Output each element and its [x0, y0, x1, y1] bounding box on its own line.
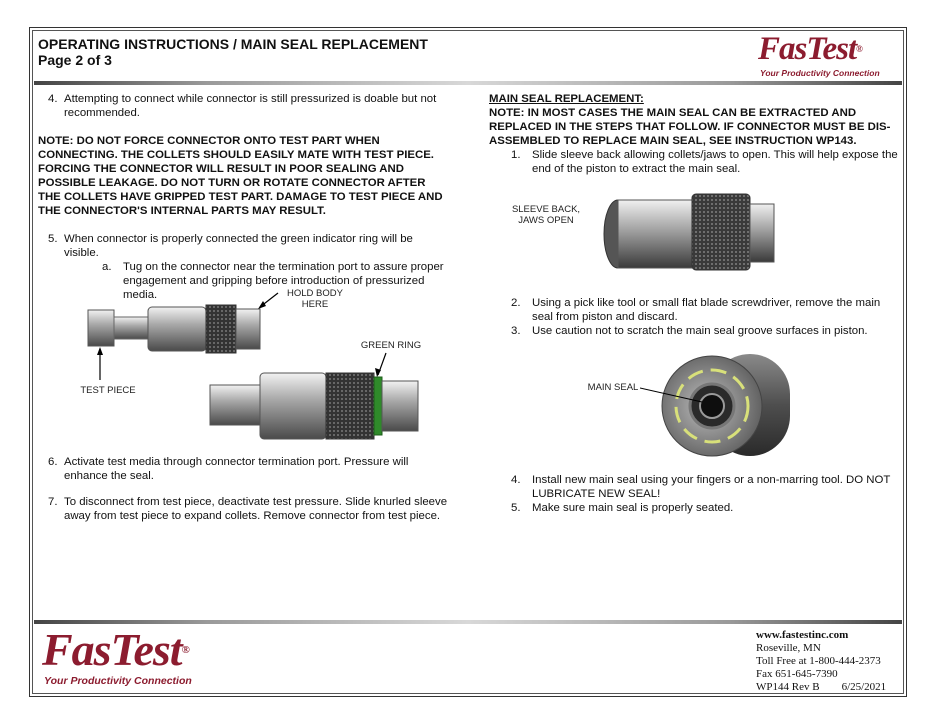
step-text: Use caution not to scratch the main seal groove surfaces in piston. — [532, 325, 868, 337]
item-number: a. — [102, 261, 112, 273]
label-hold-body — [286, 288, 344, 310]
main-seal — [700, 394, 724, 418]
footer-logo — [42, 624, 189, 676]
seal-step-1 — [489, 148, 899, 176]
warning-note: NOTE: DO NOT FORCE CONNECTOR ONTO TEST PART WHEN CONNECTING. THE COLLETS SHOULD EASILY MATE WITH TEST PIECE. FORCING THE CONNECTOR WILL RESULT IN POOR SEALING AND POSSIBLE LEAKAGE. DO NOT TURN OR ROTATE CONNECTOR AFTER THE COLLETS HAVE GRIPPED TEST PART. DAMAGE TO TEST PIECE AND THE CONNECTOR'S INTERNAL PARTS MAY RESULT. — [38, 135, 443, 217]
item-text: Attempting to connect while connector is still pressurized is doable but not recommended. — [64, 93, 437, 119]
arrowhead — [258, 301, 266, 309]
instruction-item-6 — [38, 455, 448, 483]
item-text: Tug on the connector near the termination port to assure proper engagement and gripping before introduction of pressurized media. — [123, 261, 444, 301]
right-column — [489, 92, 899, 176]
termination-port-end — [750, 204, 774, 262]
sleeve-back-illustration — [590, 182, 790, 282]
title-line-2: Page 2 of 3 — [38, 52, 112, 68]
contact-block — [756, 629, 886, 694]
collet-body — [148, 307, 206, 351]
step-number: 5. — [511, 502, 521, 514]
green-ring — [374, 377, 382, 435]
arrowhead — [97, 347, 103, 355]
connector-illustration — [80, 285, 440, 445]
label-test-piece: TEST PIECE — [80, 385, 136, 396]
item-number: 6. — [48, 456, 58, 468]
page-title — [38, 36, 428, 68]
title-line-1: OPERATING INSTRUCTIONS / MAIN SEAL REPLACEMENT — [38, 36, 428, 52]
step-text: Using a pick like tool or small flat blade screwdriver, remove the main seal from piston and discard. — [532, 297, 881, 323]
test-piece-thread — [114, 317, 148, 339]
revision: WP144 Rev B — [756, 681, 820, 693]
section-heading: MAIN SEAL REPLACEMENT: — [489, 93, 644, 105]
label-main-seal: MAIN SEAL — [587, 382, 639, 393]
label-sleeve-back — [508, 204, 584, 226]
test-piece-hex — [88, 310, 114, 346]
seal-note: NOTE: IN MOST CASES THE MAIN SEAL CAN BE EXTRACTED AND REPLACED IN THE STEPS THAT FOLLOW. IF CONNECTOR MUST BE DIS-ASSEMBLED TO REPLACE MAIN SEAL, SEE INSTRUCTION WP143. — [489, 107, 891, 147]
step-number: 4. — [511, 474, 521, 486]
label-sleeve-back-text: SLEEVE BACK, JAWS OPEN — [511, 204, 581, 226]
item-text: To disconnect from test piece, deactivate test pressure. Slide knurled sleeve away from test piece to expand collets. Remove connector from test piece. — [64, 496, 448, 522]
seal-step-2 — [489, 296, 899, 324]
footer-logo-reg: ® — [181, 644, 189, 656]
header-tagline: Your Productivity Connection — [760, 68, 880, 78]
seal-step-5 — [489, 501, 899, 515]
instruction-item-7 — [38, 495, 448, 523]
step-number: 2. — [511, 297, 521, 309]
left-column — [38, 92, 448, 302]
instruction-item-5 — [38, 232, 448, 260]
revision-date: 6/25/2021 — [841, 681, 887, 693]
termination-port — [236, 309, 260, 349]
website-link[interactable]: www.fastestinc.com — [756, 629, 849, 641]
item-number: 7. — [48, 496, 58, 508]
footer-tagline: Your Productivity Connection — [44, 675, 192, 687]
left-column-lower — [38, 455, 448, 523]
knurled-sleeve-back — [692, 194, 750, 270]
footer-logo-text: FasTest — [42, 624, 182, 675]
step-text: Slide sleeve back allowing collets/jaws to open. This will help expose the end of the piston to extract the main seal. — [532, 149, 898, 175]
header-divider — [34, 81, 902, 85]
item-number: 5. — [48, 233, 58, 245]
test-piece-large — [210, 385, 260, 425]
header-logo — [758, 30, 862, 68]
header-logo-reg: ® — [856, 44, 862, 54]
knurled-sleeve — [206, 305, 236, 353]
item-number: 4. — [48, 93, 58, 105]
collet-body-open — [618, 200, 692, 268]
step-number: 3. — [511, 325, 521, 337]
step-text: Make sure main seal is properly seated. — [532, 502, 734, 514]
toll-free: Toll Free at 1-800-444-2373 — [756, 655, 881, 667]
connector-body-large — [260, 373, 326, 439]
label-green-ring: GREEN RING — [360, 340, 422, 351]
step-text: Install new main seal using your fingers or a non-marring tool. DO NOT LUBRICATE NEW SEAL! — [532, 474, 891, 500]
city: Roseville, MN — [756, 642, 821, 654]
knurled-sleeve-large — [326, 373, 374, 439]
label-hold-body-text: HOLD BODY HERE — [287, 288, 343, 310]
item-text: Activate test media through connector termination port. Pressure will enhance the seal. — [64, 456, 409, 482]
seal-step-3 — [489, 324, 899, 338]
step-number: 1. — [511, 149, 521, 161]
right-column-lower — [489, 473, 899, 515]
right-column-middle — [489, 296, 899, 338]
main-seal-illustration — [640, 350, 810, 460]
instruction-item-4 — [38, 92, 448, 120]
fax: Fax 651-645-7390 — [756, 668, 838, 680]
header-logo-text: FasTest — [758, 31, 857, 67]
termination-port-large — [382, 381, 418, 431]
seal-step-4 — [489, 473, 899, 501]
revision-line — [756, 681, 886, 694]
item-text: When connector is properly connected the green indicator ring will be visible. — [64, 233, 413, 259]
